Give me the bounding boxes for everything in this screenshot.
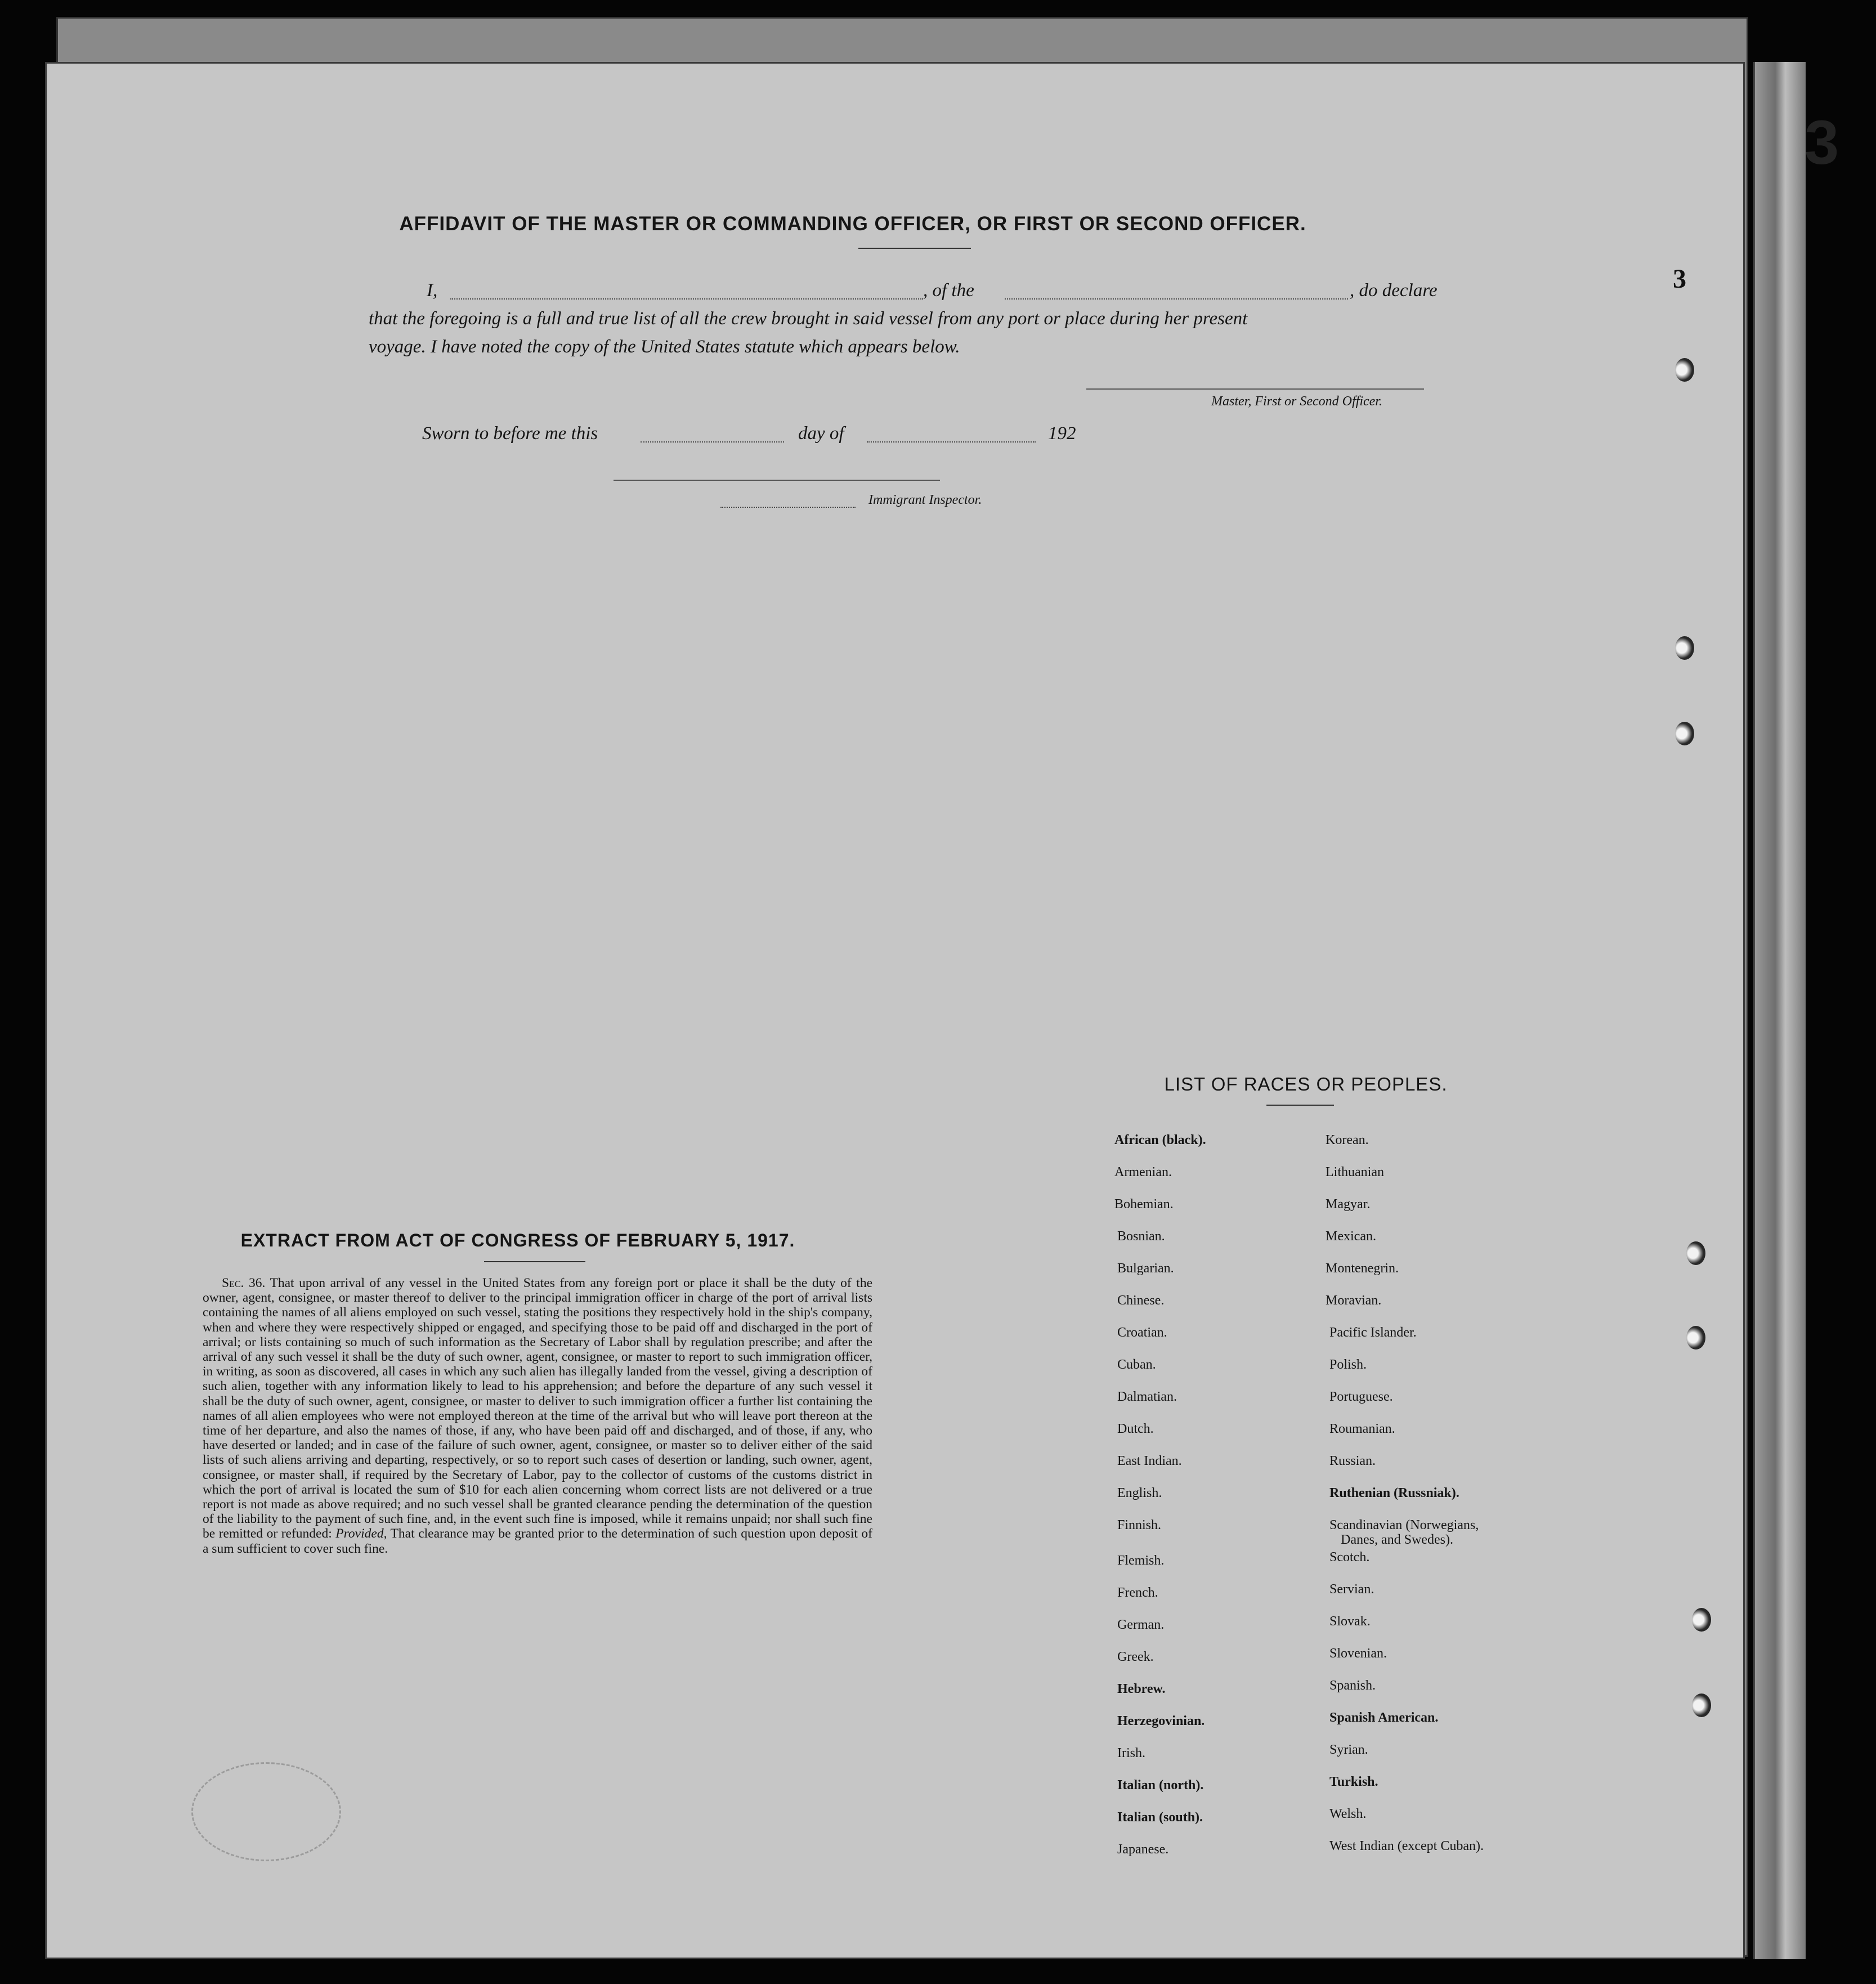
race-item: Lithuanian [1326, 1165, 1384, 1179]
race-item: Welsh. [1329, 1807, 1367, 1821]
race-item: Irish. [1117, 1746, 1145, 1760]
race-item: Herzegovinian. [1117, 1714, 1205, 1728]
race-item: Magyar. [1326, 1197, 1371, 1212]
inspector-signature-line[interactable] [614, 480, 940, 481]
race-item: West Indian (except Cuban). [1329, 1839, 1484, 1853]
officer-signature-label: Master, First or Second Officer. [1211, 394, 1382, 409]
sworn-month-field[interactable] [867, 441, 1036, 443]
page-number: 3 [1673, 264, 1686, 294]
affidavit-pronoun: I, [427, 280, 438, 301]
extract-title-rule [484, 1261, 585, 1262]
race-item: Japanese. [1117, 1842, 1169, 1857]
punch-hole [1692, 1693, 1711, 1717]
race-item: Moravian. [1326, 1293, 1382, 1308]
inspector-dotted-line [720, 507, 856, 508]
affidavit-of-the: , of the [923, 280, 974, 301]
race-item: Bohemian. [1114, 1197, 1174, 1212]
punch-hole [1675, 722, 1694, 745]
race-item: English. [1117, 1486, 1162, 1500]
race-item: Spanish. [1329, 1678, 1376, 1693]
race-item: Pacific Islander. [1329, 1325, 1417, 1340]
race-item: Korean. [1326, 1133, 1369, 1147]
race-item: Greek. [1117, 1650, 1154, 1664]
sworn-prefix: Sworn to before me this [422, 423, 598, 444]
races-title-rule [1266, 1105, 1334, 1106]
race-item: Hebrew. [1117, 1682, 1166, 1696]
extract-body [203, 1276, 872, 1556]
vessel-name-field[interactable] [1005, 298, 1348, 300]
inspector-label: Immigrant Inspector. [868, 493, 982, 507]
race-item: African (black). [1114, 1133, 1206, 1147]
race-item: Flemish. [1117, 1553, 1165, 1568]
race-item: Russian. [1329, 1454, 1376, 1468]
race-item: Finnish. [1117, 1518, 1162, 1532]
sworn-year-prefix: 192 [1048, 423, 1076, 444]
race-item: Italian (north). [1117, 1778, 1204, 1793]
extract-text-part-1: That upon arrival of any vessel in the United States from any foreign port or place it shall be the duty of the owner, agent, consignee, or master thereof to deliver to the principal immigration officer in charge of the port of arrival lists containing the names of all aliens employed on such vessel, stating the positions they respectively hold in the ship's company, when and where they were respectively shipped or engaged, and specifying those to be paid off and discharged in the port of arrival; or lists containing so much of such information as the Secretary of Labor shall by regulation prescribe; and after the arrival of any such vessel it shall be the duty of such owner, agent, consignee, or master to report to such immigration officer, in writing, as soon as discovered, all cases in which any such alien has illegally landed from the vessel, giving a description of such alien, together with any information likely to lead to his apprehension; and before the departure of any such vessel it shall be the duty of such owner, agent, consignee, or master to deliver to such immigration officer a further list containing the names of all alien employees who were not employed thereon at the time of the arrival but who will leave port thereon at the time of her departure, and also the names of those, if any, who have been paid off and discharged, and of those, if any, who have deserted or landed; and in case of the failure of such owner, agent, consignee, or master so to deliver either of the said lists of such aliens arriving and departing, respectively, or so to report such cases of desertion or landing, such owner, agent, consignee, or master shall, if required by the Secretary of Labor, pay to the collector of customs of the customs district in which the port of arrival is located the sum of $10 for each alien concerning whom correct lists are not delivered or a true report is not made as above required; and no such vessel shall be granted clearance pending the determination of the question of the liability to the payment of such fine, and, in the event such fine is imposed, while it remains unpaid; nor shall such fine be remitted or refunded: [203, 1276, 873, 1541]
officer-signature-line[interactable] [1086, 388, 1424, 390]
race-item: Slovak. [1329, 1614, 1371, 1629]
race-item: Spanish American. [1329, 1710, 1439, 1725]
race-item: Scandinavian (Norwegians, [1329, 1518, 1479, 1532]
affidavit-do-declare: , do declare [1350, 280, 1438, 301]
race-item: Dalmatian. [1117, 1389, 1177, 1404]
ledger-spine [1753, 62, 1806, 1959]
race-item: East Indian. [1117, 1454, 1182, 1468]
race-item: Dutch. [1117, 1422, 1154, 1436]
sworn-day-of: day of [798, 423, 844, 444]
race-item: Bosnian. [1117, 1229, 1165, 1244]
race-item: Croatian. [1117, 1325, 1167, 1340]
punch-hole [1686, 1241, 1705, 1265]
punch-hole [1686, 1326, 1705, 1350]
race-item: Servian. [1329, 1582, 1374, 1597]
corner-page-mark: 3 [1805, 108, 1839, 177]
race-item: Polish. [1329, 1357, 1367, 1372]
affidavit-title: AFFIDAVIT OF THE MASTER OR COMMANDING OFFICER, OR FIRST OR SECOND OFFICER. [399, 213, 1306, 235]
affidavit-line-3: voyage. I have noted the copy of the United States statute which appears below. [369, 337, 960, 357]
race-item: Ruthenian (Russniak). [1329, 1486, 1459, 1500]
race-item: Bulgarian. [1117, 1261, 1174, 1276]
officer-name-field[interactable] [450, 298, 923, 300]
race-item: Montenegrin. [1326, 1261, 1399, 1276]
extract-text-part-2: That clearance may be granted prior to the determination of such question upon deposit of a sum sufficient to cover such fine. [203, 1526, 872, 1556]
race-item: Syrian. [1329, 1742, 1368, 1757]
section-label: Sec. 36. [222, 1276, 266, 1290]
race-item: Scotch. [1329, 1550, 1370, 1565]
race-item: German. [1117, 1617, 1165, 1632]
affidavit-line-2: that the foregoing is a full and true list of all the crew brought in said vessel from any port or place during her present [369, 309, 1248, 329]
race-item: Mexican. [1326, 1229, 1376, 1244]
punch-hole [1675, 636, 1694, 660]
race-item: Chinese. [1117, 1293, 1165, 1308]
faded-stamp [191, 1762, 341, 1861]
race-item: Cuban. [1117, 1357, 1156, 1372]
race-item: Danes, and Swedes). [1341, 1532, 1453, 1547]
provided-word: Provided, [335, 1526, 387, 1541]
punch-hole [1675, 358, 1694, 382]
race-item: Portuguese. [1329, 1389, 1393, 1404]
race-item: Roumanian. [1329, 1422, 1395, 1436]
punch-hole [1692, 1608, 1711, 1632]
extract-title: EXTRACT FROM ACT OF CONGRESS OF FEBRUARY 5, 1917. [240, 1230, 795, 1250]
race-item: French. [1117, 1585, 1158, 1600]
affidavit-title-rule [858, 248, 971, 249]
race-item: Turkish. [1329, 1775, 1378, 1789]
race-item: Italian (south). [1117, 1810, 1203, 1825]
sworn-day-field[interactable] [641, 441, 784, 443]
race-item: Armenian. [1114, 1165, 1172, 1179]
race-item: Slovenian. [1329, 1646, 1387, 1661]
races-title: LIST OF RACES OR PEOPLES. [1164, 1074, 1448, 1094]
